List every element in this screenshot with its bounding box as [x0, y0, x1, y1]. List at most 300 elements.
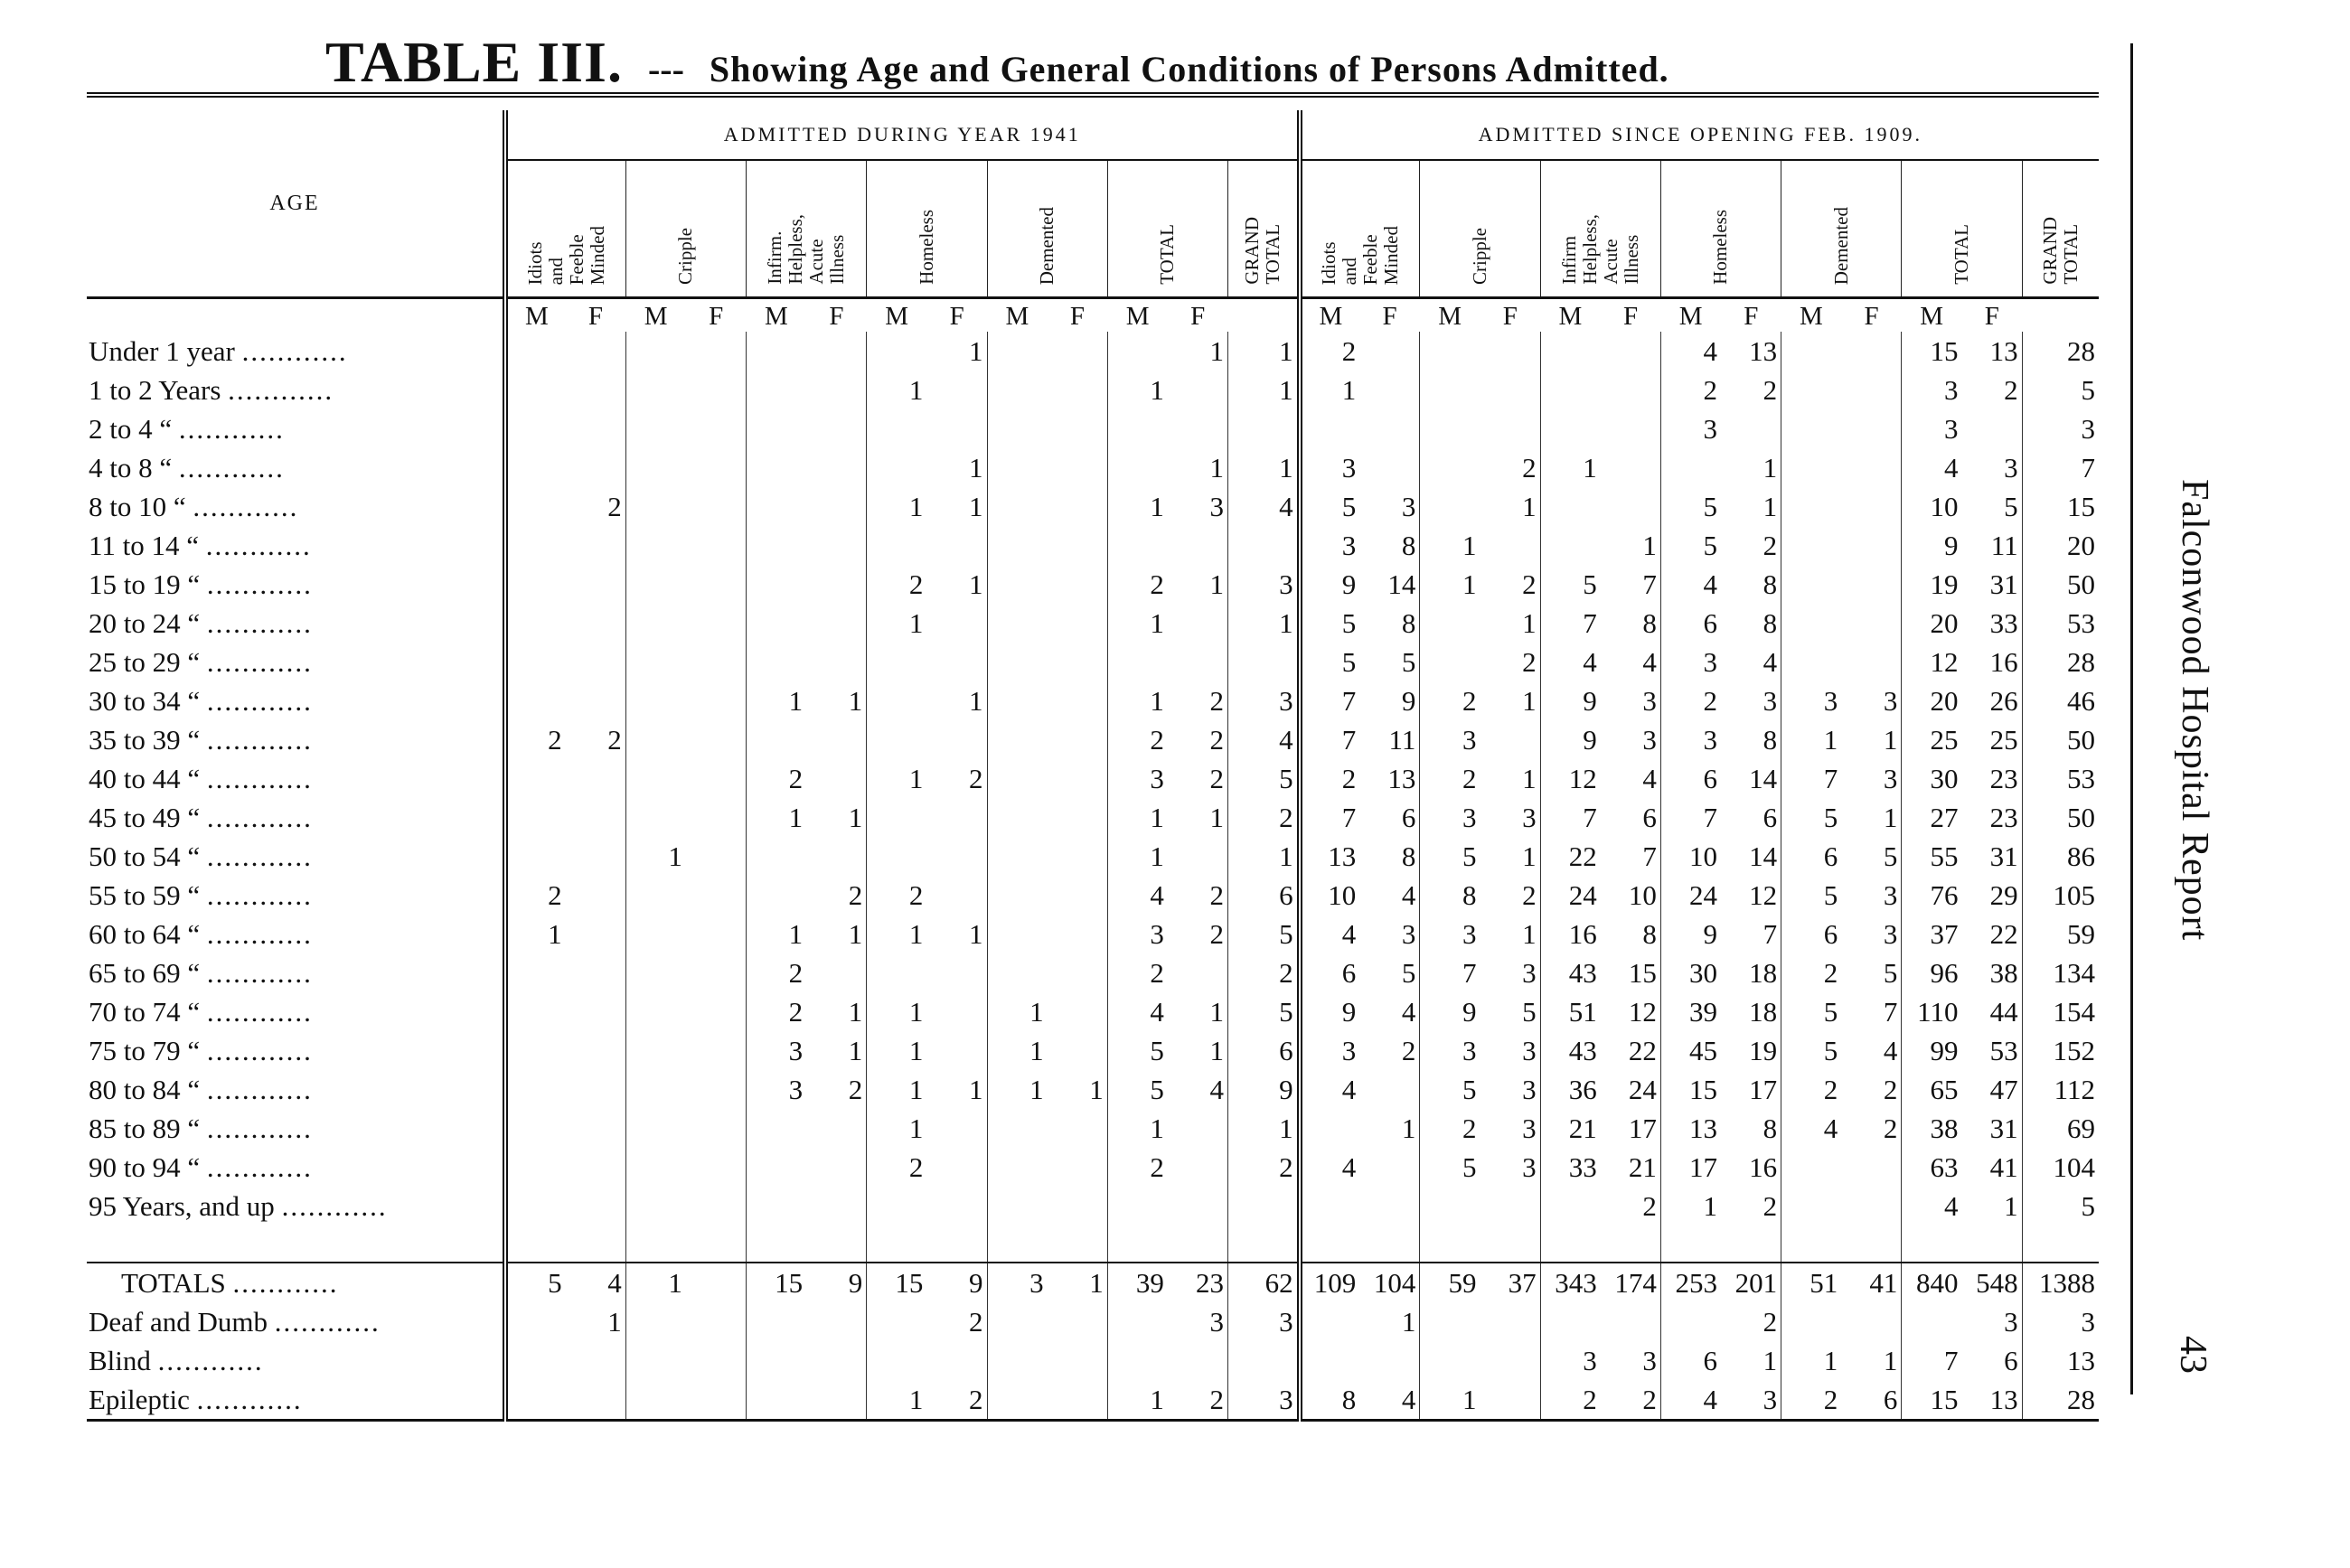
row-value-b-4: 24 [1568, 879, 1597, 911]
row-age-label: Epileptic [89, 1384, 190, 1415]
spacer-cell [2022, 1225, 2099, 1263]
row-value-a-5 [806, 1380, 867, 1421]
row-value-b-0: 7 [1341, 685, 1357, 717]
row-value-b-8: 7 [1823, 763, 1838, 794]
row-value-b-1: 2 [1359, 1031, 1420, 1070]
row-value-b-2 [1420, 487, 1480, 526]
row-value-b-1 [1359, 1070, 1420, 1109]
row-value-b-11: 33 [1961, 604, 2022, 643]
leader-dots: ............ [205, 530, 312, 561]
b-column-line: Acute [1599, 239, 1622, 285]
row-value-b-8 [1781, 565, 1842, 604]
spacer-cell [1107, 1225, 1168, 1263]
table-row [87, 371, 2099, 409]
row-value-a-6: 1 [867, 1380, 927, 1421]
row-value-b-7: 18 [1721, 953, 1781, 992]
row-age-cell [87, 1070, 505, 1109]
row-value-a-11 [1168, 409, 1228, 448]
leader-dots: ............ [206, 802, 313, 833]
row-value-b-3: 1 [1480, 604, 1540, 643]
row-age-label: 11 to 14 “ [89, 530, 199, 561]
row-value-b-0: 3 [1341, 1035, 1357, 1066]
row-value-a-8 [987, 759, 1048, 798]
b-column-label-2 [1559, 214, 1642, 285]
row-value-a-11 [1168, 837, 1228, 876]
row-value-a-10 [1107, 1341, 1168, 1380]
row-value-b-0: 1 [1341, 374, 1357, 406]
leader-dots: ............ [228, 374, 334, 406]
row-value-a-11: 1 [1168, 565, 1228, 604]
row-value-a-5: 1 [806, 1031, 867, 1070]
leader-dots: ............ [206, 918, 313, 950]
row-value-b-6: 45 [1688, 1035, 1717, 1066]
b-m-label: M [1678, 302, 1703, 331]
table-row [87, 1341, 2099, 1380]
row-value-b-9 [1841, 1302, 1902, 1341]
row-value-b-2: 2 [1462, 763, 1477, 794]
row-value-a-2 [625, 915, 686, 953]
row-value-b-5: 24 [1601, 1070, 1661, 1109]
spacer-cell [1480, 1225, 1540, 1263]
row-value-a-0 [505, 1031, 566, 1070]
row-value-b-10: 96 [1930, 957, 1959, 989]
a-column-line: and [544, 257, 567, 285]
row-value-b-6: 3 [1703, 413, 1717, 445]
row-value-b-3: 1 [1480, 487, 1540, 526]
row-value-b-11: 2 [1961, 371, 2022, 409]
table-row [87, 876, 2099, 915]
row-value-b-10: 25 [1930, 724, 1959, 756]
row-value-a-11: 3 [1168, 487, 1228, 526]
spacer-cell [505, 1225, 566, 1263]
b-column-label-3 [1710, 210, 1731, 285]
row-value-a-2 [625, 1302, 686, 1341]
row-age-cell [87, 759, 505, 798]
a-column-label-3 [916, 210, 937, 285]
row-value-b-8: 2 [1823, 1074, 1838, 1105]
row-value-a-10: 3 [1150, 918, 1164, 950]
table-row [87, 332, 2099, 371]
row-value-b-6: 4 [1660, 1380, 1721, 1421]
table-row [87, 915, 2099, 953]
row-value-a-1: 1 [566, 1302, 626, 1341]
row-value-b-9 [1841, 604, 1902, 643]
row-value-b-5 [1601, 332, 1661, 371]
row-value-a-2 [625, 992, 686, 1031]
row-value-b-12: 59 [2067, 918, 2095, 950]
b-column-label-0 [1319, 226, 1402, 285]
row-value-b-2 [1420, 643, 1480, 681]
row-value-b-2: 3 [1462, 918, 1477, 950]
row-value-a-4 [747, 876, 807, 915]
row-value-b-4: 43 [1568, 957, 1597, 989]
leader-dots: ............ [206, 1074, 313, 1105]
row-value-b-0: 5 [1341, 607, 1357, 639]
row-value-b-0: 6 [1341, 957, 1357, 989]
row-value-a-3 [686, 487, 747, 526]
row-value-a-0: 5 [505, 1263, 566, 1302]
row-value-a-12: 1 [1228, 332, 1300, 371]
row-value-a-7: 1 [926, 448, 987, 487]
mf-age-blank [87, 298, 505, 333]
row-value-a-4 [747, 1187, 807, 1225]
row-value-a-3 [686, 1187, 747, 1225]
row-value-b-1: 9 [1359, 681, 1420, 720]
row-age-label: 55 to 59 “ [89, 879, 201, 911]
row-value-a-5 [806, 1302, 867, 1341]
row-value-a-11 [1168, 604, 1228, 643]
row-value-a-11: 1 [1168, 992, 1228, 1031]
row-value-b-11: 26 [1961, 681, 2022, 720]
row-value-b-7: 6 [1721, 798, 1781, 837]
row-value-b-8: 2 [1781, 1380, 1842, 1421]
row-value-a-0 [505, 953, 566, 992]
row-value-a-7: 1 [926, 681, 987, 720]
row-value-b-10: 20 [1930, 607, 1959, 639]
row-value-a-4: 1 [788, 685, 804, 717]
row-value-b-11: 29 [1961, 876, 2022, 915]
row-age-label: 30 to 34 “ [89, 685, 201, 717]
row-age-cell [87, 643, 505, 681]
row-value-a-10 [1107, 409, 1168, 448]
row-value-a-7 [926, 953, 987, 992]
row-value-a-6: 2 [908, 879, 924, 911]
row-value-a-10: 2 [1150, 724, 1164, 756]
table-row [87, 681, 2099, 720]
b-column-line: Feeble [1359, 234, 1382, 285]
row-value-b-11: 3 [1961, 1302, 2022, 1341]
row-age-cell [87, 1187, 505, 1225]
row-value-b-4: 9 [1583, 685, 1597, 717]
row-value-b-11: 6 [1961, 1341, 2022, 1380]
row-age-cell [87, 526, 505, 565]
row-value-a-11: 4 [1168, 1070, 1228, 1109]
row-age-label: 25 to 29 “ [89, 646, 201, 678]
leader-dots: ............ [241, 335, 348, 367]
a-column-line: Minded [586, 225, 608, 285]
row-value-b-11: 25 [1961, 720, 2022, 759]
spacer-cell [1961, 1225, 2022, 1263]
a-f-label: F [1069, 302, 1086, 331]
row-value-a-9: 1 [1048, 1263, 1108, 1302]
b-m-label: M [1799, 302, 1823, 331]
row-age-cell [87, 1109, 505, 1148]
row-value-a-9: 1 [1048, 1070, 1108, 1109]
row-value-b-11: 23 [1961, 798, 2022, 837]
row-value-a-12: 4 [1228, 487, 1300, 526]
row-value-a-7 [926, 371, 987, 409]
row-value-a-0 [505, 604, 566, 643]
row-value-b-8 [1781, 1187, 1842, 1225]
row-value-b-12: 53 [2067, 607, 2095, 639]
a-column-head-1 [625, 160, 746, 298]
row-value-a-6 [867, 720, 927, 759]
b-column-head-2 [1540, 160, 1660, 298]
row-value-b-12: 20 [2067, 530, 2095, 561]
row-value-a-7: 1 [926, 565, 987, 604]
row-value-b-11: 13 [1961, 332, 2022, 371]
row-value-a-8 [987, 332, 1048, 371]
table-row [87, 1302, 2099, 1341]
row-value-a-3 [686, 332, 747, 371]
row-value-b-5 [1601, 1302, 1661, 1341]
row-value-a-2 [625, 681, 686, 720]
row-value-a-9 [1048, 526, 1108, 565]
leader-dots: ............ [206, 568, 313, 600]
row-value-b-12: 69 [2067, 1113, 2095, 1144]
row-value-a-6: 1 [908, 918, 924, 950]
row-value-b-2: 59 [1420, 1263, 1480, 1302]
row-value-b-12: 104 [2053, 1151, 2095, 1183]
row-value-b-9: 1 [1841, 720, 1902, 759]
row-age-label: 4 to 8 “ [89, 452, 173, 484]
row-value-b-1: 4 [1359, 992, 1420, 1031]
row-value-a-4: 1 [788, 802, 804, 833]
row-value-a-10: 5 [1150, 1074, 1164, 1105]
spacer-cell [987, 1225, 1048, 1263]
row-age-cell [87, 409, 505, 448]
row-value-a-8 [987, 1380, 1048, 1421]
b-m-label: M [1438, 302, 1462, 331]
a-column-line: Feeble [565, 234, 588, 285]
row-value-a-9 [1048, 643, 1108, 681]
row-value-b-4: 21 [1568, 1113, 1597, 1144]
row-value-a-8 [987, 876, 1048, 915]
row-value-b-7: 14 [1721, 837, 1781, 876]
row-value-a-10: 1 [1150, 840, 1164, 872]
row-value-b-4: 1 [1583, 452, 1597, 484]
row-value-a-5: 1 [806, 798, 867, 837]
spacer-cell [867, 1225, 927, 1263]
row-value-b-8: 6 [1823, 918, 1838, 950]
table-title [325, 29, 1916, 96]
spacer-cell [1300, 1225, 1360, 1263]
row-value-b-0: 5 [1341, 491, 1357, 522]
row-value-a-12: 5 [1228, 992, 1300, 1031]
a-column-label-6 [1242, 217, 1283, 285]
row-value-a-0 [505, 643, 566, 681]
row-value-b-1: 1 [1359, 1109, 1420, 1148]
b-column-line: Demented [1829, 206, 1852, 285]
row-value-b-2: 3 [1462, 1035, 1477, 1066]
row-value-b-11: 38 [1961, 953, 2022, 992]
row-value-a-8 [987, 953, 1048, 992]
row-value-a-2 [625, 526, 686, 565]
row-value-a-3 [686, 1070, 747, 1109]
table-row [87, 992, 2099, 1031]
row-value-a-9 [1048, 1148, 1108, 1187]
leader-dots: ............ [274, 1306, 381, 1338]
row-value-a-9 [1048, 1031, 1108, 1070]
row-value-b-0 [1300, 409, 1360, 448]
row-value-a-1 [566, 992, 626, 1031]
a-column-head-5 [1107, 160, 1227, 298]
row-value-b-6: 3 [1703, 646, 1717, 678]
row-value-a-4 [747, 409, 807, 448]
row-value-b-5: 8 [1601, 915, 1661, 953]
row-value-b-2: 5 [1462, 1074, 1477, 1105]
row-value-b-7: 3 [1721, 681, 1781, 720]
row-value-b-9 [1841, 371, 1902, 409]
row-value-b-9: 1 [1841, 798, 1902, 837]
row-value-b-3: 2 [1480, 643, 1540, 681]
row-value-a-1 [566, 837, 626, 876]
b-grand-blank [2022, 298, 2099, 333]
row-value-a-11 [1168, 1341, 1228, 1380]
row-value-b-3: 2 [1480, 565, 1540, 604]
row-value-b-12: 15 [2067, 491, 2095, 522]
row-value-b-0 [1300, 1341, 1360, 1380]
row-value-a-5 [806, 448, 867, 487]
row-value-b-8: 2 [1823, 957, 1838, 989]
row-value-b-6 [1660, 448, 1721, 487]
row-value-b-7 [1721, 409, 1781, 448]
row-value-a-2 [625, 1109, 686, 1148]
row-value-b-6: 6 [1703, 763, 1717, 794]
row-value-b-3 [1480, 1187, 1540, 1225]
row-value-b-3: 3 [1480, 1109, 1540, 1148]
row-value-b-11: 41 [1961, 1148, 2022, 1187]
row-value-a-7 [926, 837, 987, 876]
row-value-a-0 [505, 1187, 566, 1225]
row-value-a-10 [1107, 526, 1168, 565]
row-value-a-8: 3 [987, 1263, 1048, 1302]
b-f-label: F [1382, 302, 1397, 331]
row-value-b-2: 1 [1462, 568, 1477, 600]
row-value-b-5: 2 [1601, 1187, 1661, 1225]
row-value-a-7: 1 [926, 487, 987, 526]
row-value-b-9: 7 [1841, 992, 1902, 1031]
a-column-head-3 [867, 160, 987, 298]
row-value-a-2 [625, 759, 686, 798]
row-value-b-9: 41 [1841, 1263, 1902, 1302]
row-value-b-9: 5 [1841, 953, 1902, 992]
row-value-a-1 [566, 604, 626, 643]
row-value-b-11: 5 [1961, 487, 2022, 526]
row-value-a-1 [566, 1187, 626, 1225]
row-value-b-8: 5 [1823, 1035, 1838, 1066]
leader-dots: ............ [157, 1345, 264, 1376]
row-value-a-4: 3 [788, 1074, 804, 1105]
row-value-b-10: 19 [1930, 568, 1959, 600]
row-value-a-5 [806, 526, 867, 565]
row-value-b-5: 4 [1601, 643, 1661, 681]
row-value-a-11: 2 [1168, 1380, 1228, 1421]
row-value-a-0 [505, 565, 566, 604]
row-age-label: 50 to 54 “ [89, 840, 201, 872]
row-value-a-5 [806, 1109, 867, 1148]
row-value-a-11: 1 [1168, 332, 1228, 371]
row-value-b-6: 1 [1703, 1190, 1717, 1222]
row-value-b-9 [1841, 332, 1902, 371]
row-value-a-9 [1048, 1109, 1108, 1148]
b-column-line: Cripple [1468, 228, 1490, 285]
row-value-a-10: 2 [1150, 568, 1164, 600]
row-value-a-5: 2 [806, 876, 867, 915]
row-value-a-0 [505, 992, 566, 1031]
row-age-cell [87, 371, 505, 409]
row-value-b-5 [1601, 448, 1661, 487]
row-value-b-3: 37 [1480, 1263, 1540, 1302]
row-value-a-5: 1 [806, 681, 867, 720]
row-value-a-8 [987, 1302, 1048, 1341]
row-value-b-1: 11 [1359, 720, 1420, 759]
row-value-b-0: 3 [1341, 452, 1357, 484]
row-age-cell [87, 1263, 505, 1302]
row-value-a-4 [747, 371, 807, 409]
row-value-a-1 [566, 526, 626, 565]
side-report-title: Falconwood Hospital Report [2174, 479, 2215, 942]
row-value-a-1 [566, 332, 626, 371]
spacer-cell [806, 1225, 867, 1263]
row-value-a-7 [926, 1148, 987, 1187]
row-value-b-11: 47 [1961, 1070, 2022, 1109]
row-age-cell [87, 798, 505, 837]
row-age-label: 1 to 2 Years [89, 374, 221, 406]
row-value-a-6: 15 [867, 1263, 927, 1302]
a-column-line: Cripple [674, 228, 697, 285]
row-value-a-10 [1107, 1187, 1168, 1225]
row-value-b-10: 38 [1930, 1113, 1959, 1144]
leader-dots: ............ [178, 452, 285, 484]
row-value-b-10: 7 [1943, 1345, 1959, 1376]
b-column-line: Infirm [1557, 236, 1580, 285]
row-value-b-6: 4 [1703, 335, 1717, 367]
row-value-a-3 [686, 837, 747, 876]
leader-dots: ............ [196, 1384, 303, 1415]
row-value-b-9: 3 [1841, 681, 1902, 720]
row-value-b-4: 16 [1568, 918, 1597, 950]
row-value-b-1 [1359, 1148, 1420, 1187]
row-value-a-6 [867, 798, 927, 837]
row-value-b-8 [1781, 332, 1842, 371]
table-row [87, 565, 2099, 604]
row-value-b-7: 12 [1721, 876, 1781, 915]
row-value-b-5 [1601, 487, 1661, 526]
row-value-a-2 [625, 1187, 686, 1225]
row-value-b-1: 13 [1359, 759, 1420, 798]
row-value-a-9 [1048, 604, 1108, 643]
row-value-b-7: 8 [1721, 1109, 1781, 1148]
row-value-a-2 [625, 487, 686, 526]
row-value-a-8 [987, 837, 1048, 876]
row-value-a-7: 1 [926, 1070, 987, 1109]
row-value-b-0: 7 [1341, 802, 1357, 833]
row-value-a-8: 1 [1029, 996, 1044, 1028]
spacer-age [87, 1225, 505, 1263]
row-value-b-6: 6 [1703, 1345, 1717, 1376]
table-row [87, 1070, 2099, 1109]
table-row [87, 409, 2099, 448]
row-value-b-8: 5 [1823, 802, 1838, 833]
row-value-b-8 [1781, 1302, 1842, 1341]
b-column-head-1 [1420, 160, 1540, 298]
row-value-a-1 [566, 1070, 626, 1109]
row-value-a-8 [987, 1109, 1048, 1148]
row-value-b-10: 110 [1917, 996, 1959, 1028]
row-value-b-5: 21 [1601, 1148, 1661, 1187]
a-column-line: Infirm. [764, 231, 786, 285]
row-value-a-3 [686, 876, 747, 915]
row-value-b-11: 44 [1961, 992, 2022, 1031]
row-value-b-0: 7 [1341, 724, 1357, 756]
a-grand-blank [1228, 298, 1300, 333]
row-value-b-2 [1420, 448, 1480, 487]
row-value-a-12: 5 [1228, 759, 1300, 798]
row-value-b-10: 3 [1943, 413, 1959, 445]
row-value-a-9 [1048, 837, 1108, 876]
row-value-a-2 [625, 1380, 686, 1421]
